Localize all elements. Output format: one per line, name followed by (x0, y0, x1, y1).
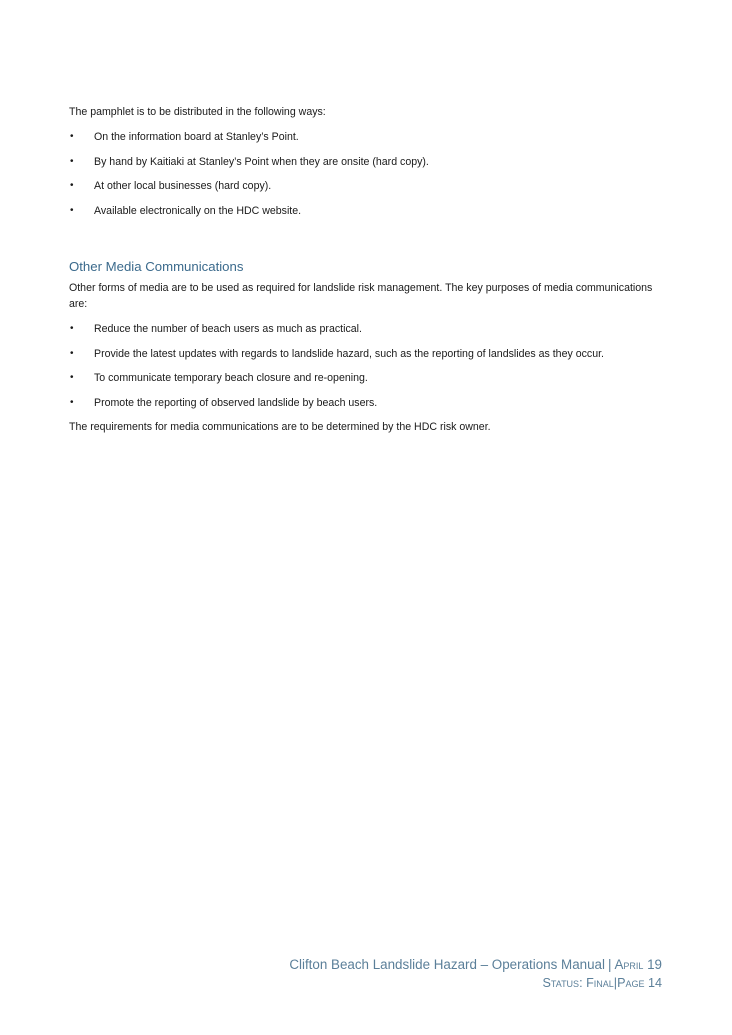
bullet-icon: • (70, 396, 74, 408)
bullet-icon: • (70, 204, 74, 216)
section-heading: Other Media Communications (69, 259, 244, 274)
list-item-text: To communicate temporary beach closure and re-opening. (94, 372, 368, 384)
bullet-icon: • (70, 347, 74, 359)
bullet-icon: • (70, 180, 74, 191)
section-spacer (69, 227, 669, 258)
list-item-text: Promote the reporting of observed landslide by beach users. (94, 396, 378, 409)
purposes-list (69, 321, 669, 411)
distribution-intro: The pamphlet is to be distributed in the following ways: (69, 106, 326, 118)
list-item (69, 129, 669, 145)
footer-page-label: Page (617, 976, 645, 990)
list-item (69, 370, 669, 386)
list-item-text: On the information board at Stanley’s Point. (94, 131, 299, 143)
footer-separator: | (607, 957, 612, 972)
list-item-text: Provide the latest updates with regards to landslide hazard, such as the reporting of landslides as they occur. (94, 347, 604, 360)
list-item (69, 346, 669, 362)
bullet-icon: • (70, 372, 74, 383)
list-item-text: At other local businesses (hard copy). (94, 180, 272, 192)
footer-separator: | (613, 976, 618, 990)
list-item-text: Available electronically on the HDC website. (94, 204, 302, 217)
list-item (69, 395, 669, 411)
distribution-list (69, 129, 669, 219)
list-item (69, 154, 669, 170)
footer-status-value: Final (586, 976, 614, 990)
footer-date: April 19 (614, 957, 662, 972)
footer-page-number: 14 (647, 976, 662, 990)
list-item-text: By hand by Kaitiaki at Stanley’s Point when they are onsite (hard copy). (94, 155, 429, 168)
section-closing: The requirements for media communications are to be determined by the HDC risk owner. (69, 421, 491, 433)
bullet-icon: • (70, 155, 74, 167)
list-item-text: Reduce the number of beach users as much as practical. (94, 323, 362, 335)
page-content (69, 104, 669, 444)
list-item (69, 178, 669, 194)
bullet-icon: • (70, 323, 74, 334)
bullet-icon: • (70, 131, 74, 142)
section-intro: Other forms of media are to be used as required for landslide risk management. The key purposes of media communications are: (69, 282, 653, 310)
list-item (69, 203, 669, 219)
footer-status-line (289, 974, 662, 992)
footer-status-label: Status: (542, 976, 583, 990)
page-footer (289, 955, 662, 992)
list-item (69, 321, 669, 337)
footer-title-line (289, 955, 662, 974)
footer-document-title: Clifton Beach Landslide Hazard – Operations Manual (289, 957, 605, 972)
